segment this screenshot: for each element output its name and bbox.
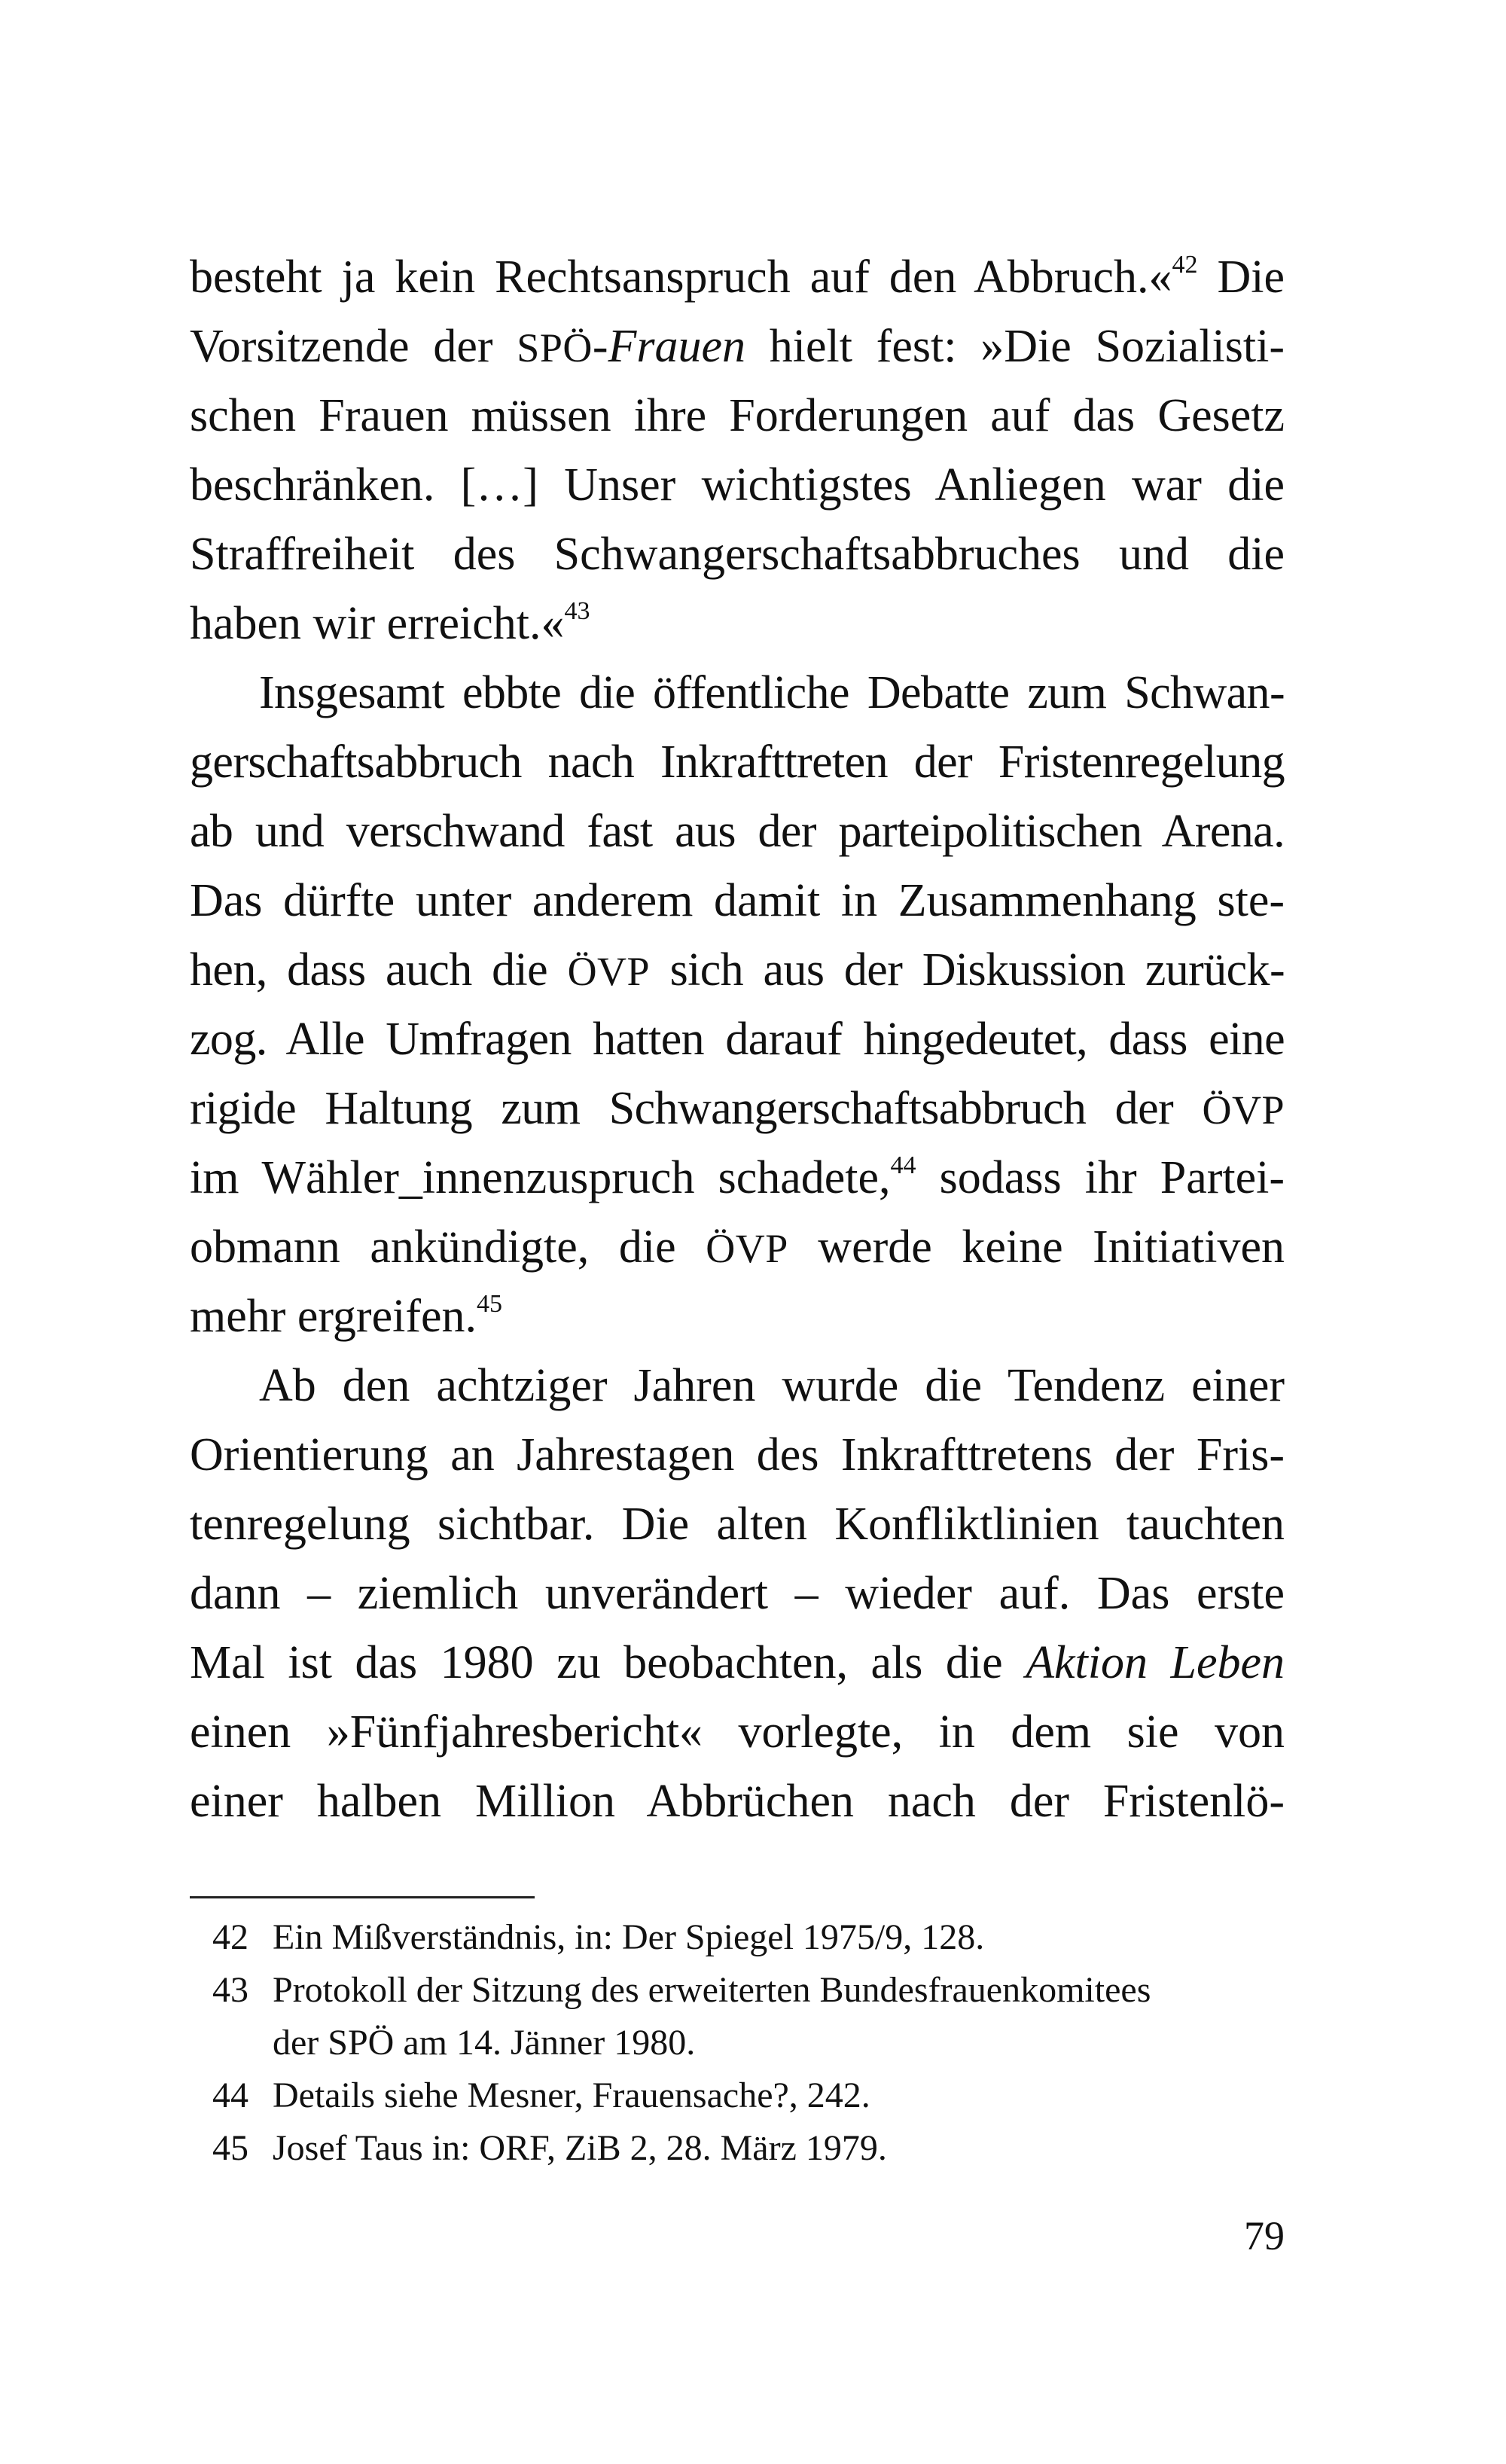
text-line: beschränken. […] Unser wichtigstes Anliegen war die [190, 459, 1285, 511]
text-line [190, 1628, 1285, 1697]
small-caps-text: ÖVP [706, 1226, 788, 1271]
text-line: Ab den achtziger Jahren wurde die Tendenz einer [259, 1360, 1285, 1411]
footnote-text: der SPÖ am 14. Jänner 1980. [273, 2023, 696, 2063]
text-line: tenregelung sichtbar. Die alten Konfliktlinien tauchten [190, 1499, 1285, 1550]
footnote-number: 44 [212, 2075, 248, 2115]
italic-text: Aktion Leben [1026, 1637, 1285, 1688]
footnote-text: Details siehe Mesner, Frauensache?, 242. [273, 2075, 870, 2115]
footnote-ref[interactable]: 44 [890, 1151, 916, 1179]
text-run: besteht ja kein Rechtsanspruch auf den Abbruch.« [190, 252, 1172, 303]
text-line [190, 1143, 1285, 1212]
text-line: Das dürfte unter anderem damit in Zusammenhang ste- [190, 875, 1285, 926]
text-run: sich aus der Diskussion zurück- [650, 944, 1285, 996]
text-run: hielt fest: »Die Sozialisti- [745, 321, 1285, 372]
text-line [190, 1074, 1285, 1143]
text-run: rigide Haltung zum Schwangerschaftsabbruch der [190, 1083, 1203, 1134]
text-line: einen »Fünfjahresbericht« vorlegte, in dem sie von [190, 1706, 1285, 1758]
text-line: ab und verschwand fast aus der parteipolitischen Arena. [190, 806, 1285, 857]
footnotes [190, 1911, 1285, 2175]
text-line [190, 935, 1285, 1005]
footnote-number: 45 [212, 2128, 248, 2168]
text-run: werde keine Initiativen [788, 1221, 1285, 1273]
text-line: dann – ziemlich unverändert – wieder auf. Das erste [190, 1568, 1285, 1619]
footnote-divider [190, 1896, 535, 1898]
footnote [190, 1911, 1285, 1964]
text-line: einer halben Million Abbrüchen nach der Fristenlö- [190, 1776, 1285, 1827]
text-run: sodass ihr Partei- [916, 1152, 1285, 1203]
footnote-ref[interactable]: 42 [1172, 251, 1198, 279]
text-line [190, 242, 1285, 312]
footnote-text: Josef Taus in: ORF, ZiB 2, 28. März 1979. [273, 2128, 887, 2168]
small-caps-text: ÖVP [567, 949, 651, 994]
text-run: obmann ankündigte, die [190, 1221, 706, 1273]
text-line [190, 589, 1285, 658]
footnote-number: 43 [212, 1970, 248, 2010]
text-line: Insgesamt ebbte die öffentliche Debatte zum Schwan- [259, 667, 1285, 718]
text-line: Orientierung an Jahrestagen des Inkrafttretens der Fris- [190, 1429, 1285, 1481]
text-line: schen Frauen müssen ihre Forderungen auf das Gesetz [190, 390, 1285, 441]
text-run: haben wir erreicht.« [190, 598, 565, 649]
text-line: zog. Alle Umfragen hatten darauf hingedeutet, dass eine [190, 1014, 1285, 1065]
small-caps-text: ÖVP [1202, 1087, 1285, 1133]
text-run: Mal ist das 1980 zu beobachten, als die [190, 1637, 1026, 1688]
text-line [190, 1282, 1285, 1351]
text-run: im Wähler_innenzuspruch schadete, [190, 1152, 891, 1203]
footnote [190, 2069, 1285, 2122]
text-line [190, 1212, 1285, 1282]
footnote-ref[interactable]: 45 [477, 1290, 502, 1318]
text-line [190, 312, 1285, 381]
italic-text: -Frauen [592, 321, 746, 372]
text-run: hen, dass auch die [190, 944, 568, 996]
text-line: Straffreiheit des Schwangerschaftsabbruches und die [190, 529, 1285, 580]
footnote-number: 42 [212, 1917, 248, 1957]
footnote-text: Ein Mißverständnis, in: Der Spiegel 1975/9, 128. [273, 1917, 985, 1957]
text-run: mehr ergreifen. [190, 1291, 477, 1342]
text-run: Die [1197, 252, 1285, 303]
main-text [190, 242, 1285, 1836]
text-run: Vorsitzende der [190, 321, 517, 372]
footnote [190, 1964, 1285, 2069]
footnote-ref[interactable]: 43 [564, 597, 590, 625]
footnote-text: Protokoll der Sitzung des erweiterten Bundesfrauenkomitees [273, 1970, 1151, 2010]
text-line: gerschaftsabbruch nach Inkrafttreten der Fristenregelung [190, 736, 1285, 788]
page-number: 79 [1244, 2213, 1285, 2258]
small-caps-text: SPÖ [517, 325, 593, 371]
footnote [190, 2122, 1285, 2175]
